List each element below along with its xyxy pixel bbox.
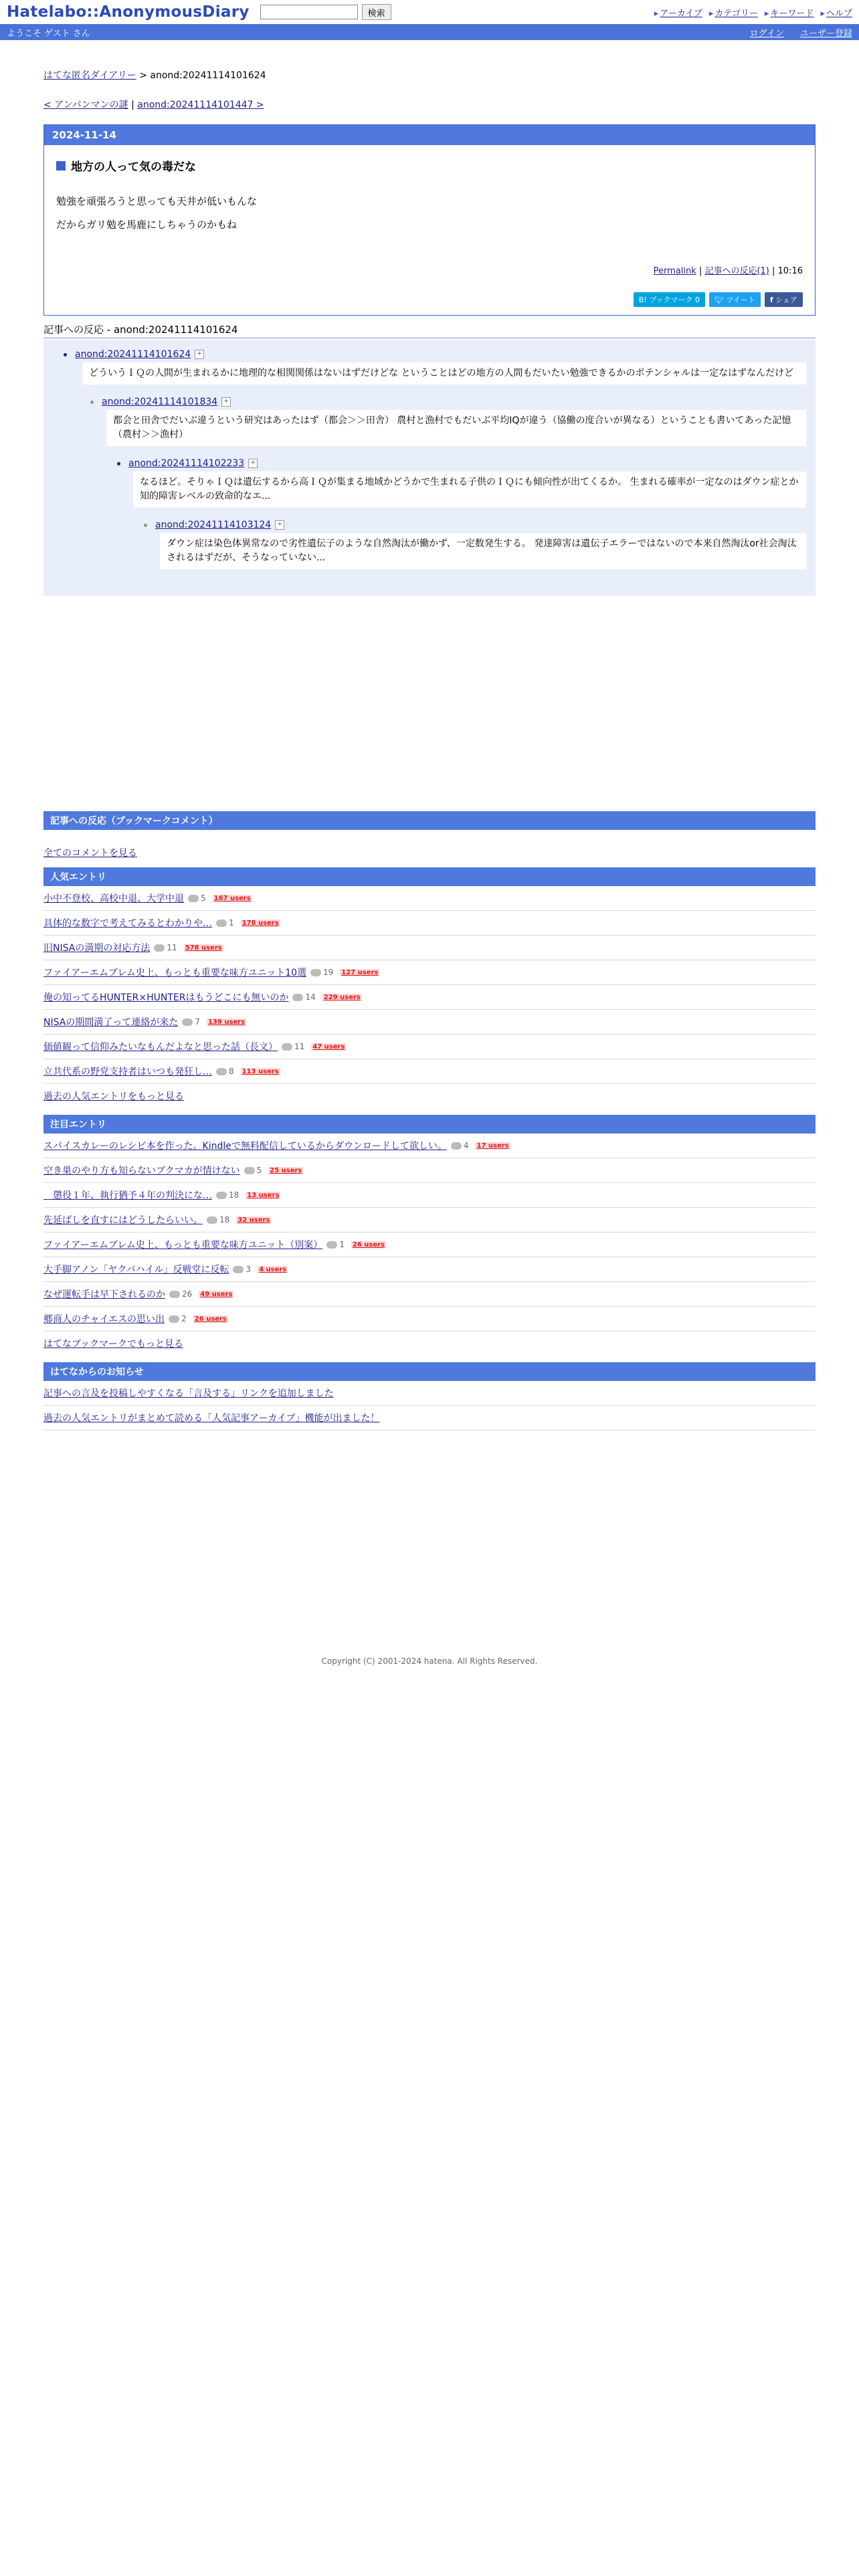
square-bullet-icon <box>56 161 66 171</box>
facebook-icon: f <box>769 296 773 304</box>
comment-count <box>282 1042 304 1051</box>
comment-count <box>216 918 234 928</box>
expand-icon[interactable]: + <box>248 459 258 468</box>
entry-link[interactable]: NISAの期間満了って連絡が来た <box>43 1017 179 1028</box>
list-item <box>43 1208 816 1232</box>
comment-bubble-icon <box>207 1216 217 1224</box>
breadcrumb-current: anond:20241114101624 <box>150 70 266 81</box>
all-comments-link[interactable]: 全てのコメントを見る <box>43 848 137 859</box>
register-link[interactable]: ユーザー登録 <box>799 28 852 39</box>
list-item <box>43 886 816 911</box>
list-item <box>43 1406 816 1430</box>
entry-link[interactable]: なぜ運転手は早下されるのか <box>43 1289 165 1300</box>
bullet-icon <box>64 353 67 356</box>
comment-count-value: 3 <box>246 1265 252 1274</box>
list-item <box>43 1134 816 1158</box>
refer-tree <box>43 340 816 596</box>
comment-bubble-icon <box>292 994 303 1001</box>
category-link[interactable]: ▸ カテゴリー <box>709 6 758 19</box>
refer-link[interactable]: anond:20241114103124 <box>155 520 272 530</box>
entry-footer: Permalink | 記事への反応(1) | 10:16 <box>653 266 803 276</box>
refer-heading: 記事への反応 - anond:20241114101624 <box>43 322 816 338</box>
comment-count-value: 11 <box>167 943 177 952</box>
notice-link[interactable]: 過去の人気エントリがまとめて読める「人気記事アーカイブ」機能が出ました！ <box>43 1413 380 1424</box>
tweet-button[interactable] <box>709 292 761 307</box>
users-badge[interactable]: 25 users <box>270 1166 302 1174</box>
refer-item <box>144 516 806 569</box>
entry-link[interactable]: 立共代系の野党支持者はいつも発狂し… <box>43 1067 212 1077</box>
comment-count <box>169 1289 192 1299</box>
list-item <box>43 1158 816 1183</box>
entry-link[interactable]: ファイアーエムブレム史上、もっとも重要な味方ユニット（別案） <box>43 1240 323 1251</box>
comment-count <box>216 1067 234 1076</box>
bullet-icon <box>117 462 120 465</box>
entry-link[interactable]: 旧NISAの満期の対応方法 <box>43 943 151 954</box>
refer-text: 都会と田舎でだいぶ違うという研究はあったはず（都会＞＞田舎） 農村と漁村でもだいぶ平均IQが違う（協働の度合いが異なる）ということも書いてあった記憶（農村＞＞漁村） <box>106 410 806 446</box>
comment-count-value: 26 <box>182 1289 193 1299</box>
next-entry-link[interactable]: anond:20241114101447 > <box>137 100 264 110</box>
main-content <box>43 68 816 1666</box>
help-link[interactable]: ▸ ヘルプ <box>820 6 852 19</box>
entry-link[interactable]: 懲役１年、執行猶予４年の判決にな… <box>43 1190 212 1201</box>
entry-link[interactable]: ファイアーエムブレム史上、もっとも重要な味方ユニット10選 <box>43 968 307 978</box>
list-item <box>43 1282 816 1307</box>
users-badge[interactable]: 17 users <box>476 1142 509 1150</box>
users-badge[interactable]: 127 users <box>341 968 379 976</box>
comment-count <box>154 943 177 952</box>
comment-bubble-icon <box>326 1241 337 1249</box>
login-link[interactable]: ログイン <box>749 28 784 39</box>
comment-count <box>207 1215 229 1224</box>
comment-count <box>233 1265 251 1274</box>
welcome-text: ようこそ ゲスト さん <box>7 28 90 39</box>
users-badge[interactable]: 32 users <box>237 1216 270 1224</box>
entry-link[interactable]: 郷商人のチャイエスの思い出 <box>43 1314 165 1325</box>
list-item <box>43 1035 816 1059</box>
refer-count-link[interactable]: 記事への反応(1) <box>704 266 769 276</box>
pager <box>43 98 816 111</box>
breadcrumb-separator: > <box>136 70 151 81</box>
comment-bubble-icon <box>233 1266 244 1273</box>
refer-item <box>117 454 806 508</box>
users-badge[interactable]: 13 users <box>247 1191 280 1199</box>
list-item <box>43 936 816 960</box>
comment-count-value: 14 <box>305 992 316 1002</box>
expand-icon[interactable]: + <box>195 350 204 359</box>
comment-bubble-icon <box>154 944 165 952</box>
list-item <box>43 985 816 1010</box>
list-item <box>43 960 816 985</box>
refer-text: なるほど。そりゃＩＱは遺伝するから高ＩＱが集まる地域かどうかで生まれる子供のＩＱにも傾向性が出てくるか。 生まれる確率が一定なのはダウン症とか知的障害レベルの致命的なエ... <box>133 471 806 508</box>
entry-link[interactable]: 具体的な数字で考えてみるとわかりや… <box>43 918 212 929</box>
comment-count-value: 4 <box>463 1141 469 1150</box>
users-badge[interactable]: 178 users <box>242 919 279 927</box>
breadcrumb <box>43 68 816 82</box>
entry-body-line: 勉強を頑張ろうと思っても天井が低いもんな <box>56 195 258 207</box>
keyword-link[interactable]: ▸ キーワード <box>765 6 814 19</box>
comment-count <box>216 1190 239 1200</box>
refer-text: どういうＩＱの人間が生まれるかに地理的な相関関係はないはずだけどな ということはどの地方の人間もだいたい勉強できるかのポテンシャルは一定なはずなんだけど <box>82 362 806 385</box>
comment-count-value: 5 <box>201 893 206 903</box>
comment-count <box>169 1314 187 1323</box>
popular-heading: 人気エントリ <box>43 867 816 886</box>
entry-title <box>56 157 803 174</box>
entry-link[interactable]: 空き巣のやり方も知らないブクマカが情けない <box>43 1166 240 1176</box>
comment-count-value: 11 <box>294 1042 305 1051</box>
comment-count-value: 5 <box>256 1166 262 1175</box>
comment-bubble-icon <box>451 1142 462 1150</box>
top-nav <box>654 6 852 19</box>
comment-count-value: 2 <box>181 1314 187 1323</box>
comment-count-value: 8 <box>229 1067 234 1076</box>
prev-entry-link[interactable]: < アンパンマンの謎 <box>43 100 128 110</box>
bullet-icon <box>144 524 147 527</box>
expand-icon[interactable]: + <box>275 520 284 530</box>
list-item <box>43 1183 816 1208</box>
copyright: Copyright (C) 2001-2024 hatena. All Rights Reserved. <box>321 1656 538 1666</box>
banner <box>0 0 859 24</box>
search-button[interactable]: 検索 <box>362 4 391 20</box>
comment-count-value: 18 <box>229 1190 240 1200</box>
comment-bubble-icon <box>216 1068 227 1075</box>
bullet-icon <box>90 401 94 404</box>
bird-icon: 🐦︎ <box>714 296 724 304</box>
share-buttons <box>56 292 803 307</box>
comment-bubble-icon <box>169 1291 180 1298</box>
users-badge[interactable]: 49 users <box>200 1290 233 1298</box>
facebook-share-label: シェア <box>775 296 797 304</box>
list-item <box>43 1010 816 1035</box>
list-item <box>43 1059 816 1084</box>
featured-heading: 注目エントリ <box>43 1115 816 1134</box>
comment-bubble-icon <box>216 920 227 927</box>
more-featured-link[interactable]: はてなブックマークでもっと見る <box>43 1339 184 1350</box>
users-badge[interactable]: 26 users <box>352 1241 385 1249</box>
users-badge[interactable]: 167 users <box>213 894 251 902</box>
users-badge[interactable]: 139 users <box>207 1018 246 1026</box>
search-input[interactable] <box>260 5 358 19</box>
list-item <box>43 1381 816 1406</box>
users-badge[interactable]: 113 users <box>242 1067 279 1075</box>
comment-count-value: 1 <box>339 1240 345 1249</box>
comment-count <box>188 893 206 903</box>
list-item <box>43 1257 816 1282</box>
comment-count-value: 18 <box>219 1215 230 1224</box>
entry-link[interactable]: 俺の知ってるHUNTER×HUNTERはもうどこにも無いのか <box>43 992 289 1003</box>
ad-space <box>43 596 816 804</box>
welcome-bar <box>0 24 859 40</box>
list-item <box>43 911 816 936</box>
entry-link[interactable]: 価値観って信仰みたいなもんだよなと思った話（長文） <box>43 1042 278 1053</box>
entry-body-line: だからガリ勉を馬鹿にしちゃうのかもね <box>56 219 237 231</box>
more-featured-row <box>43 1331 816 1356</box>
comment-count <box>292 992 315 1002</box>
logo[interactable]: Hatelabo::AnonymousDiary <box>7 3 250 21</box>
refer-link[interactable]: anond:20241114101834 <box>102 397 218 407</box>
comment-count <box>182 1017 200 1027</box>
refer-item <box>90 393 806 446</box>
archive-link[interactable]: ▸ アーカイブ <box>654 6 702 19</box>
entry-link[interactable]: 先延ばしを直すにはどうしたらいい。 <box>43 1215 203 1226</box>
notice-list <box>43 1381 816 1430</box>
tweet-button-label: ツイート <box>726 296 755 304</box>
all-comments-row <box>43 830 816 865</box>
refer-item <box>64 345 806 385</box>
day-date: 2024-11-14 <box>44 125 815 145</box>
day-entry <box>43 124 816 316</box>
comment-count <box>244 1166 262 1175</box>
users-badge[interactable]: 4 users <box>259 1265 287 1273</box>
comment-bubble-icon <box>188 895 199 902</box>
refer-text: ダウン症は染色体異常なので劣性遺伝子のような自然淘汰が働かず、一定数発生する。 発達障害は遺伝子エラーではないので本来自然淘汰or社会淘汰されるはずだが、そうなっていない... <box>160 533 806 569</box>
comment-bubble-icon <box>310 969 321 976</box>
users-badge[interactable]: 47 users <box>312 1043 345 1051</box>
entry-title-text: 地方の人って気の毒だな <box>71 160 196 174</box>
notice-heading: はてなからのお知らせ <box>43 1362 816 1381</box>
comment-bubble-icon <box>182 1018 193 1026</box>
more-popular-row <box>43 1084 816 1108</box>
bookmark-comments-heading: 記事への反応（ブックマークコメント） <box>43 811 816 830</box>
comment-bubble-icon <box>244 1167 255 1174</box>
comment-count <box>326 1240 345 1249</box>
popular-list <box>43 886 816 1108</box>
pager-separator: | <box>128 100 138 110</box>
facebook-share-button[interactable] <box>765 292 803 307</box>
entry-link[interactable]: スパイスカレーのレシピ本を作った。Kindleで無料配信しているからダウンロードして欲しい。 <box>43 1141 447 1152</box>
list-item <box>43 1232 816 1257</box>
entry-link[interactable]: 大手脚アノン「ヤクバハイル」反戦堂に反転 <box>43 1265 229 1275</box>
comment-count <box>451 1141 469 1150</box>
users-badge[interactable]: 26 users <box>194 1315 227 1323</box>
comment-bubble-icon <box>282 1043 292 1051</box>
expand-icon[interactable]: + <box>221 397 231 407</box>
more-popular-link[interactable]: 過去の人気エントリをもっと見る <box>43 1091 184 1102</box>
comment-count-value: 19 <box>323 968 334 977</box>
users-badge[interactable]: 578 users <box>185 944 222 952</box>
users-badge[interactable]: 229 users <box>323 993 361 1001</box>
permalink[interactable]: Permalink <box>653 266 696 276</box>
entry-link[interactable]: 小中不登校、高校中退、大学中退 <box>43 893 184 904</box>
notice-link[interactable]: 記事への言及を投稿しやすくなる「言及する」リンクを追加しました <box>43 1388 334 1399</box>
refer-link[interactable]: anond:20241114102233 <box>128 458 245 469</box>
comment-bubble-icon <box>216 1192 227 1199</box>
comment-count <box>310 968 333 977</box>
hatena-bookmark-button[interactable]: B! ブックマーク 0 <box>634 292 705 307</box>
list-item <box>43 1307 816 1331</box>
refer-link[interactable]: anond:20241114101624 <box>75 349 191 360</box>
comment-bubble-icon <box>169 1315 179 1323</box>
comment-count-value: 7 <box>195 1017 200 1027</box>
entry-time: 10:16 <box>777 266 803 276</box>
featured-list <box>43 1134 816 1356</box>
breadcrumb-home[interactable]: はてな匿名ダイアリー <box>43 70 136 81</box>
comment-count-value: 1 <box>229 918 234 928</box>
